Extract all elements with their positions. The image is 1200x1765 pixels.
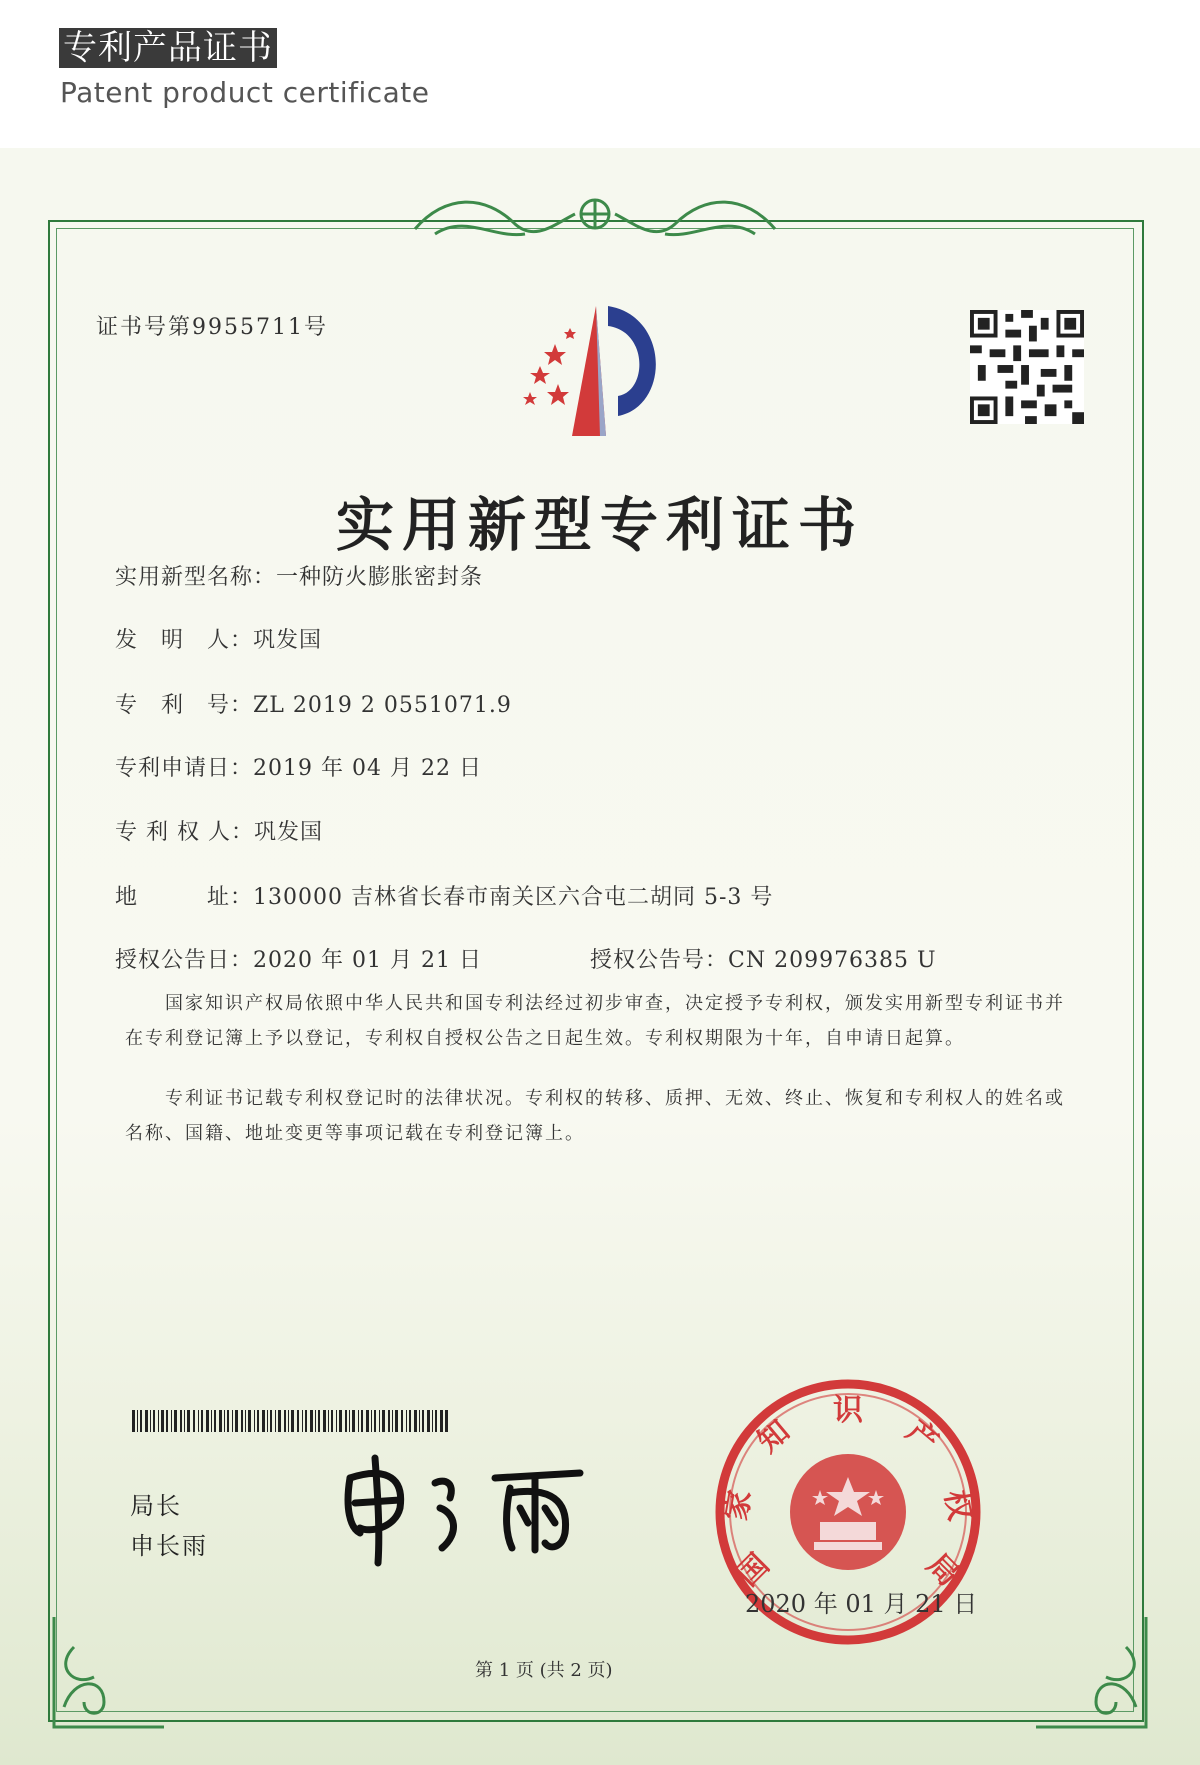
statement-paragraph-2: 专利证书记载专利权登记时的法律状况。专利权的转移、质押、无效、终止、恢复和专利权人的姓名或名称、国籍、地址变更等事项记载在专利登记簿上。 <box>125 1088 1065 1144</box>
svg-text:权: 权 <box>937 1487 978 1524</box>
svg-text:国: 国 <box>730 1547 777 1594</box>
corner-ornament-left <box>44 1607 174 1737</box>
certificate-number: 证书号第9955711号 <box>96 315 328 340</box>
statement-paragraph-1: 国家知识产权局依照中华人民共和国专利法经过初步审查，决定授予专利权，颁发实用新型专利证书并在专利登记簿上予以登记，专利权自授权公告之日起生效。专利权期限为十年，自申请日起算。 <box>125 993 1065 1049</box>
certificate <box>0 148 1200 1765</box>
qr-code <box>968 310 1086 424</box>
certificate-title: 实用新型专利证书 <box>335 491 864 559</box>
barcode <box>132 1410 448 1432</box>
svg-text:产: 产 <box>899 1413 945 1460</box>
corner-ornament-right <box>1026 1607 1156 1737</box>
director-name: 申长雨 <box>130 1532 208 1560</box>
svg-text:知: 知 <box>751 1413 797 1460</box>
address: 地 址：130000 吉林省长春市南关区六合屯二胡同 5-3 号 <box>115 885 774 910</box>
seal-date: 2020 年 01 月 21 日 <box>745 1590 978 1618</box>
top-ornament <box>405 184 785 254</box>
utility-model-name: 实用新型名称：一种防火膨胀密封条 <box>115 565 484 590</box>
page-title: 专利产品证书 <box>59 28 277 68</box>
patent-number: 专 利 号：ZL 2019 2 0551071.9 <box>115 693 512 718</box>
patentee: 专 利 权 人：巩发国 <box>115 820 323 845</box>
page-subtitle: Patent product certificate <box>60 76 430 109</box>
signature-image <box>330 1438 620 1568</box>
grant-number: 授权公告号：CN 209976385 U <box>590 948 937 973</box>
inventor: 发 明 人：巩发国 <box>115 628 323 653</box>
page-number: 第 1 页 (共 2 页) <box>475 1660 613 1681</box>
svg-text:局: 局 <box>919 1547 966 1594</box>
filing-date: 专利申请日：2019 年 04 月 22 日 <box>115 756 482 781</box>
svg-text:家: 家 <box>718 1487 759 1524</box>
patent-logo-icon <box>500 296 690 446</box>
director-title: 局长 <box>130 1492 182 1520</box>
grant-date: 授权公告日：2020 年 01 月 21 日 <box>115 948 482 973</box>
svg-text:识: 识 <box>833 1393 863 1428</box>
